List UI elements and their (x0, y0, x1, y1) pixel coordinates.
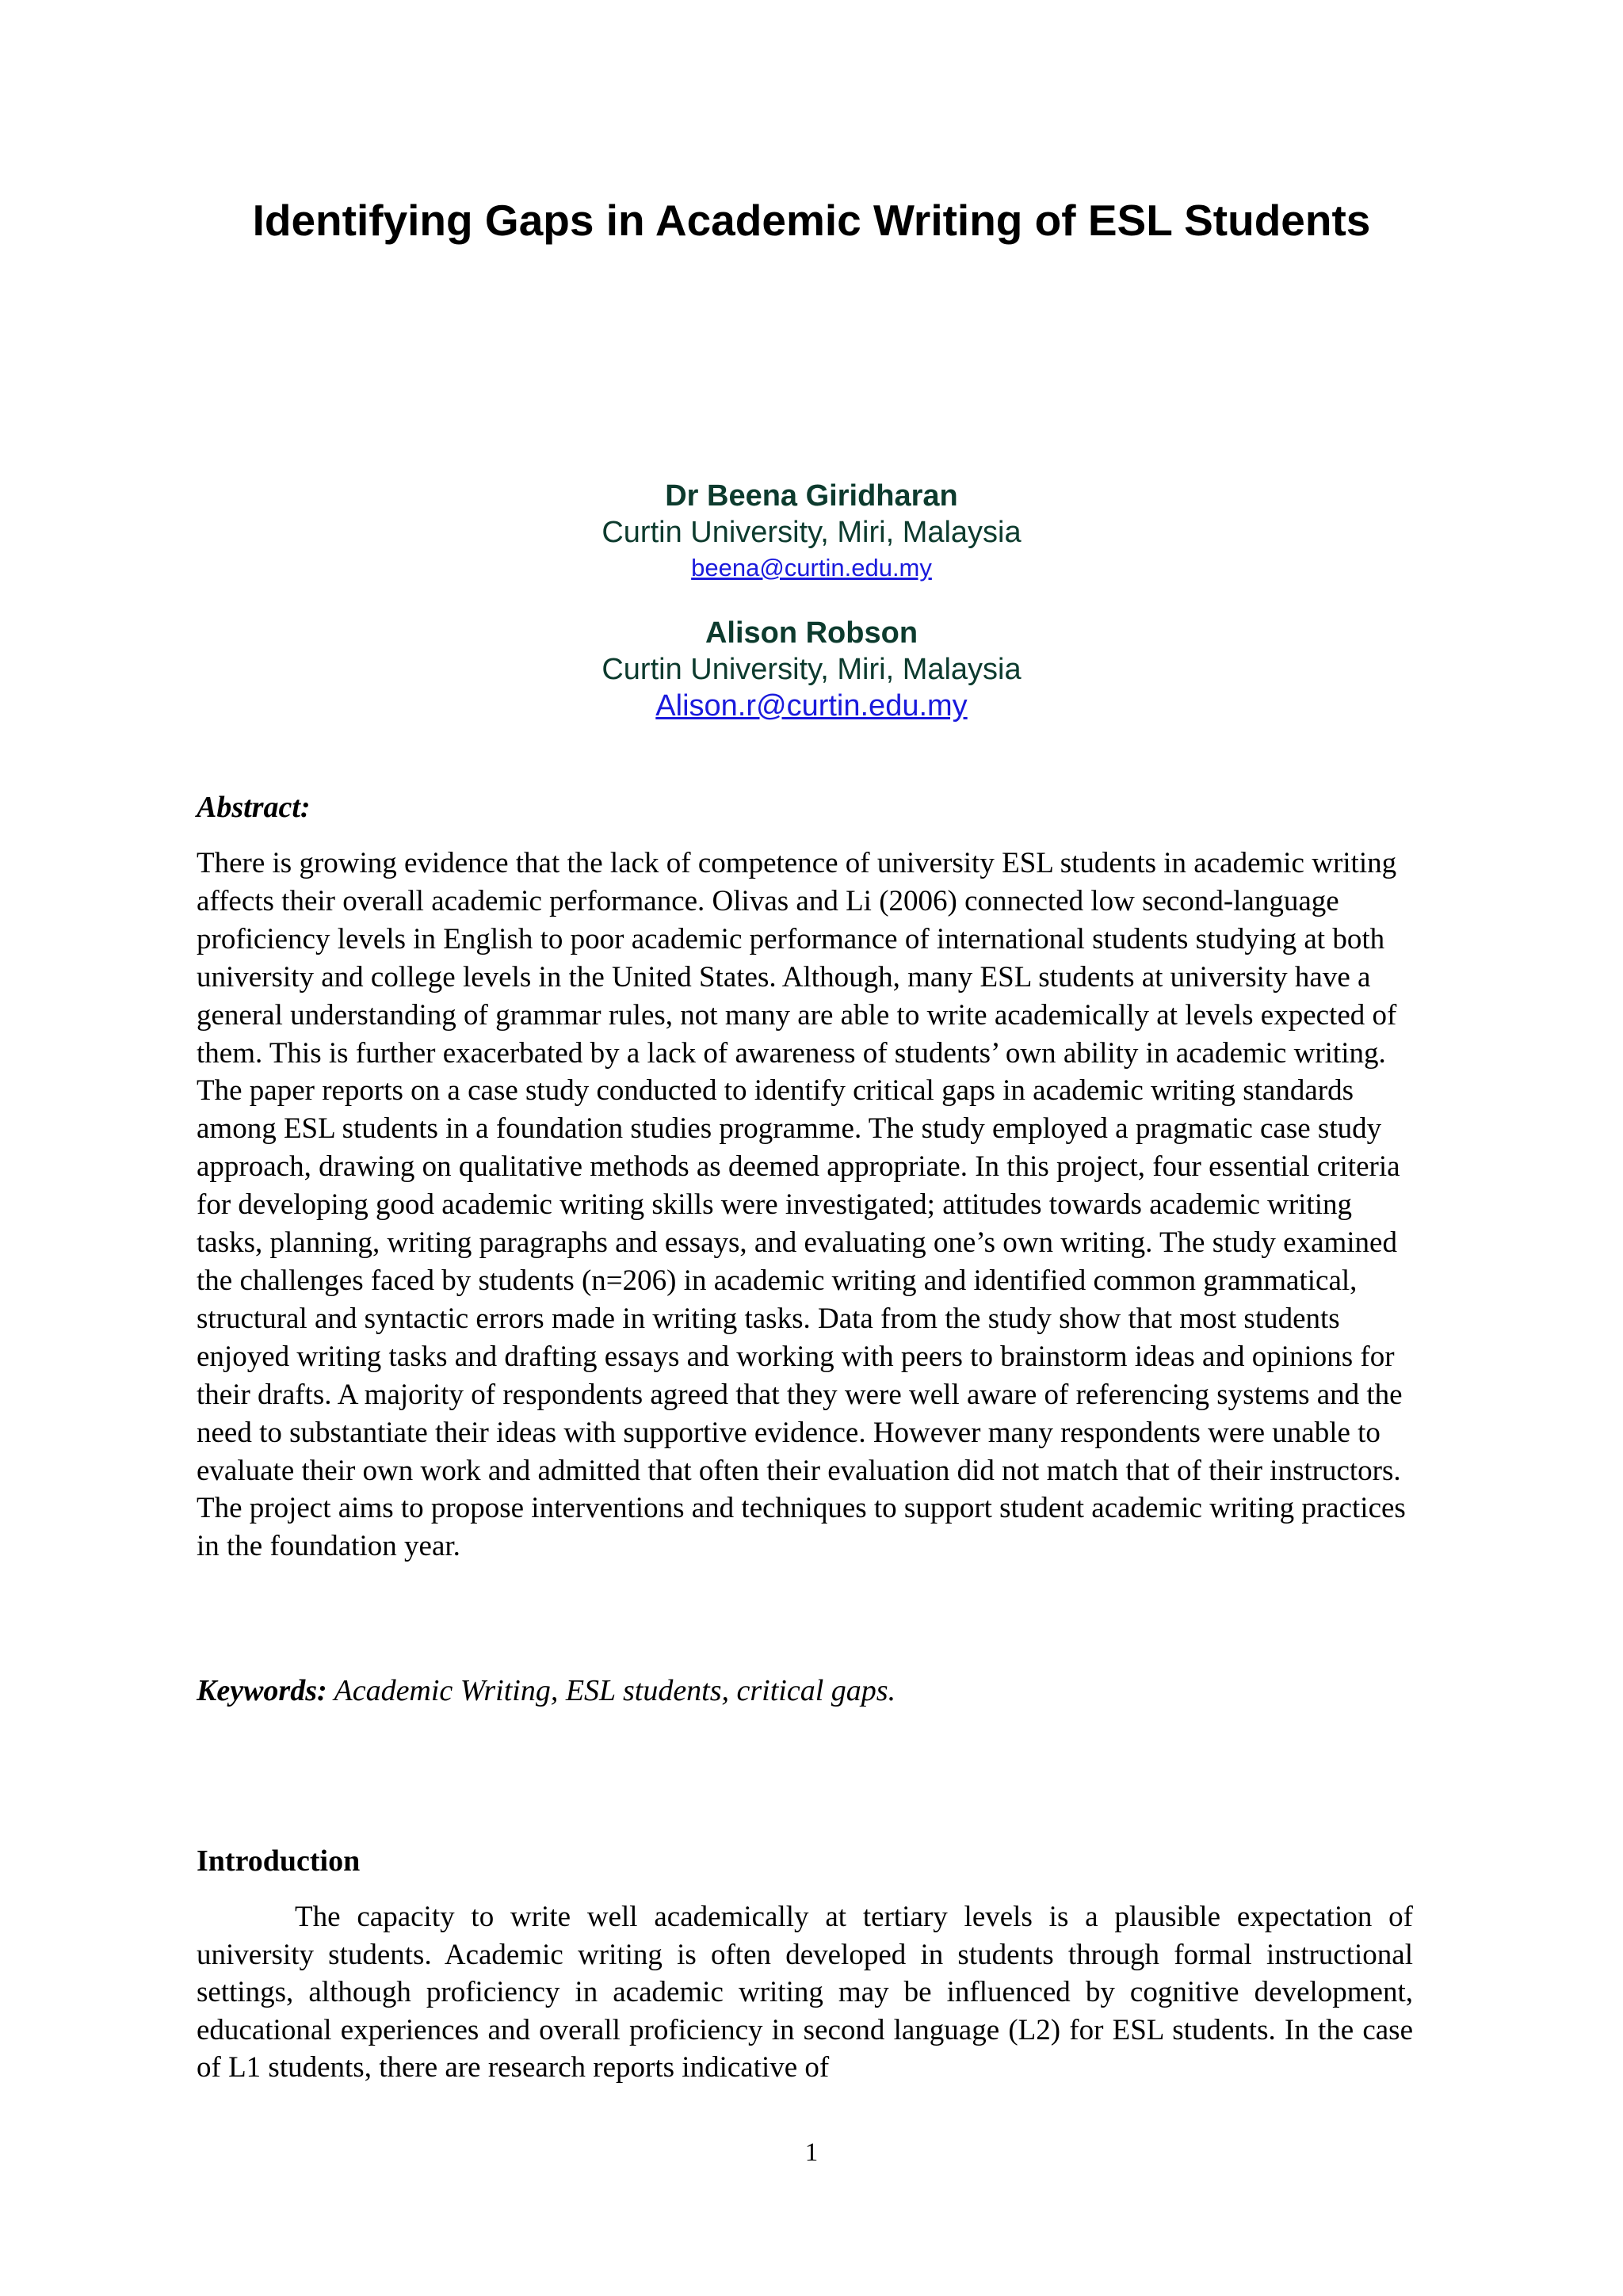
abstract-heading: Abstract: (197, 791, 311, 824)
author-name: Alison Robson (705, 616, 918, 650)
keywords-label: Keywords: (197, 1674, 327, 1707)
introduction-text: The capacity to write well academically at tertiary levels is a plausible expectation of university students. Academic writing is often developed in students through formal instructional settings, although proficiency in academic writing may be influenced by cognitive development, educational experiences and overall proficiency in second language (L2) for ESL students. In the case of L1 students, there are research reports indicative of (197, 1901, 1413, 2084)
author-affiliation: Curtin University, Miri, Malaysia (601, 653, 1022, 686)
author-email-link[interactable]: Alison.r@curtin.edu.my (655, 689, 968, 723)
keywords-text: Academic Writing, ESL students, critical gaps. (334, 1674, 896, 1707)
keywords-line (197, 1672, 896, 1710)
author-name: Dr Beena Giridharan (665, 479, 958, 513)
abstract-text: There is growing evidence that the lack of competence of university ESL students in academic writing affects their overall academic performance. Olivas and Li (2006) connected low second-language proficiency levels in English to poor academic performance of international students studying at both university and college levels in the United States. Although, many ESL students at university have a general understanding of grammar rules, not many are able to write academically at levels expected of them. This is further exacerbated by a lack of awareness of students’ own ability in academic writing. The paper reports on a case study conducted to identify critical gaps in academic writing standards among ESL students in a foundation studies programme. The study employed a pragmatic case study approach, drawing on qualitative methods as deemed appropriate. In this project, four essential criteria for developing good academic writing skills were investigated; attitudes towards academic writing tasks, planning, writing paragraphs and essays, and evaluating one’s own writing. The study examined the challenges faced by students (n=206) in academic writing and identified common grammatical, structural and syntactic errors made in writing tasks. Data from the study show that most students enjoyed writing tasks and drafting essays and working with peers to brainstorm ideas and opinions for their drafts. A majority of respondents agreed that they were well aware of referencing systems and the need to substantiate their ideas with supportive evidence. However many respondents were unable to evaluate their own work and admitted that often their evaluation did not match that of their instructors. The project aims to propose interventions and techniques to support student academic writing practices in the foundation year. (197, 847, 1406, 1563)
author-affiliation: Curtin University, Miri, Malaysia (601, 516, 1022, 549)
paper-title: Identifying Gaps in Academic Writing of ESL Students (252, 196, 1371, 245)
section-heading-introduction: Introduction (197, 1844, 361, 1878)
author-email-link[interactable]: beena@curtin.edu.my (691, 554, 932, 582)
author-block-1 (0, 478, 1623, 585)
page-number: 1 (804, 2138, 819, 2167)
author-block-2 (0, 615, 1623, 724)
